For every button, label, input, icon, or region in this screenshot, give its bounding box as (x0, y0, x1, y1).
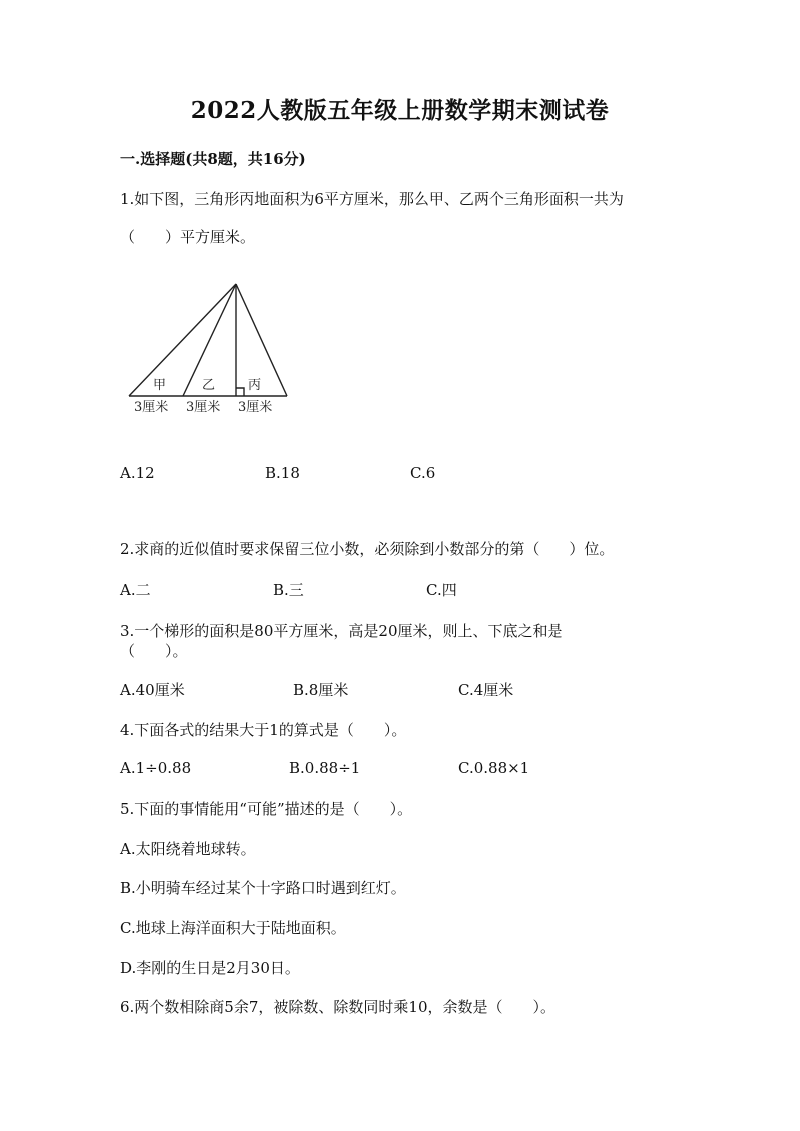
base-length-3: 3厘米 (238, 400, 273, 415)
question-2: 2.求商的近似值时要求保留三位小数，必须除到小数部分的第（ ）位。 (120, 540, 615, 558)
page-title: 2022人教版五年级上册数学期末测试卷 (190, 97, 610, 124)
question-3-line-1: 3.一个梯形的面积是80平方厘米，高是20厘米，则上、下底之和是 (120, 622, 563, 640)
right-angle-mark (236, 388, 244, 396)
base-length-1: 3厘米 (134, 400, 169, 415)
label-jia: 甲 (153, 378, 167, 393)
section-heading: 一.选择题(共8题，共16分) (120, 150, 306, 168)
side-right (236, 284, 287, 396)
question-3-line-2: （ ）。 (120, 642, 188, 660)
side-left (129, 284, 236, 396)
question-6: 6.两个数相除商5余7，被除数、除数同时乘10，余数是（ ）。 (120, 998, 555, 1016)
q2-option-a: A.二 (120, 581, 151, 599)
q4-option-a: A.1÷0.88 (120, 759, 192, 777)
question-1-line-2: （ ）平方厘米。 (120, 228, 256, 246)
q4-option-c: C.0.88×1 (458, 759, 530, 777)
q2-option-c: C.四 (426, 581, 457, 599)
q1-option-c: C.6 (410, 464, 436, 482)
base-length-2: 3厘米 (186, 400, 221, 415)
label-bing: 丙 (248, 378, 262, 393)
question-1-line-1: 1.如下图，三角形丙地面积为6平方厘米，那么甲、乙两个三角形面积一共为 (120, 190, 624, 208)
q4-option-b: B.0.88÷1 (289, 759, 361, 777)
q1-option-a: A.12 (120, 464, 155, 482)
triangle-figure (120, 275, 300, 420)
q5-option-b: B.小明骑车经过某个十字路口时遇到红灯。 (120, 879, 406, 897)
q5-option-d: D.李刚的生日是2月30日。 (120, 959, 300, 977)
label-yi: 乙 (202, 378, 216, 393)
q1-option-b: B.18 (265, 464, 300, 482)
q2-option-b: B.三 (273, 581, 304, 599)
question-5: 5.下面的事情能用“可能”描述的是（ ）。 (120, 800, 413, 818)
q5-option-c: C.地球上海洋面积大于陆地面积。 (120, 919, 346, 937)
q3-option-b: B.8厘米 (293, 681, 349, 699)
q5-option-a: A.太阳绕着地球转。 (120, 840, 256, 858)
question-4: 4.下面各式的结果大于1的算式是（ ）。 (120, 721, 407, 739)
q3-option-a: A.40厘米 (120, 681, 185, 699)
q3-option-c: C.4厘米 (458, 681, 514, 699)
